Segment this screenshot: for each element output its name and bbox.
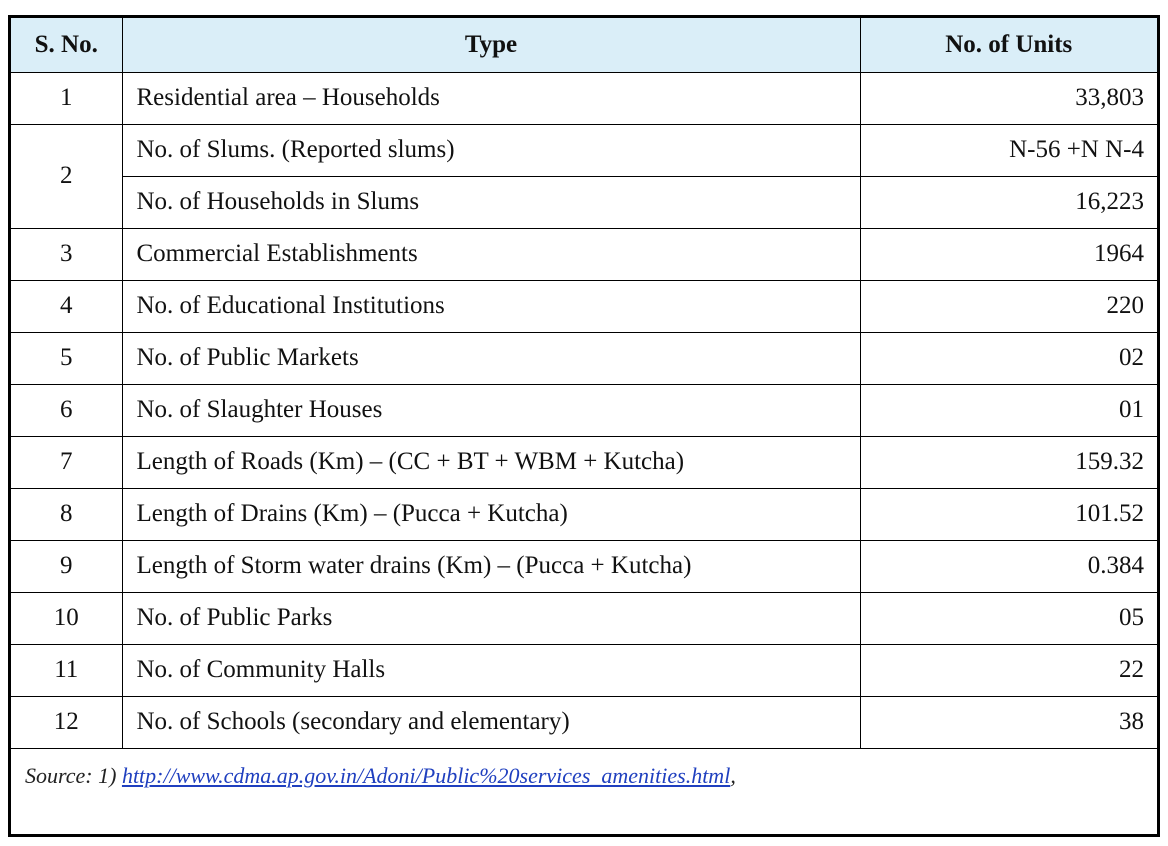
- header-type: Type: [122, 18, 860, 72]
- table-row: [11, 384, 1157, 436]
- header-sno: S. No.: [11, 18, 122, 72]
- source-prefix: Source: 1): [25, 762, 122, 788]
- row-sno: 6: [11, 384, 122, 436]
- amenities-table-frame: [8, 15, 1160, 837]
- row-sno: 5: [11, 332, 122, 384]
- row-units: 22: [860, 644, 1157, 696]
- table-row: [11, 124, 1157, 176]
- header-row: [11, 18, 1157, 72]
- row-sno: 10: [11, 592, 122, 644]
- source-link[interactable]: http://www.cdma.ap.gov.in/Adoni/Public%20services_amenities.html: [121, 762, 731, 788]
- row-type: No. of Slums. (Reported slums): [122, 124, 860, 176]
- row-units: 33,803: [860, 72, 1157, 124]
- row-type: No. of Public Parks: [122, 592, 860, 644]
- table-row: [11, 540, 1157, 592]
- table-row: [11, 644, 1157, 696]
- table-row: [11, 72, 1157, 124]
- source-note: [11, 748, 1157, 838]
- row-units: 01: [860, 384, 1157, 436]
- row-units: 38: [860, 696, 1157, 748]
- row-sno: 7: [11, 436, 122, 488]
- row-units: 16,223: [860, 176, 1157, 228]
- row-type: Length of Storm water drains (Km) – (Pucca + Kutcha): [122, 540, 860, 592]
- row-units: 05: [860, 592, 1157, 644]
- table-row: [11, 332, 1157, 384]
- source-row: [11, 748, 1157, 838]
- row-units: 159.32: [860, 436, 1157, 488]
- row-type: Length of Roads (Km) – (CC + BT + WBM + Kutcha): [122, 436, 860, 488]
- row-sno: 3: [11, 228, 122, 280]
- row-units: N-56 +N N-4: [860, 124, 1157, 176]
- row-type: Residential area – Households: [122, 72, 860, 124]
- row-sno: 9: [11, 540, 122, 592]
- table-row: [11, 592, 1157, 644]
- row-sno: 4: [11, 280, 122, 332]
- row-type: No. of Households in Slums: [122, 176, 860, 228]
- row-units: 220: [860, 280, 1157, 332]
- row-type: No. of Slaughter Houses: [122, 384, 860, 436]
- row-type: No. of Public Markets: [122, 332, 860, 384]
- row-units: 101.52: [860, 488, 1157, 540]
- row-units: 1964: [860, 228, 1157, 280]
- table-row: [11, 280, 1157, 332]
- row-type: No. of Educational Institutions: [122, 280, 860, 332]
- table-row: [11, 176, 1157, 228]
- row-type: Commercial Establishments: [122, 228, 860, 280]
- row-sno: 12: [11, 696, 122, 748]
- table-row: [11, 436, 1157, 488]
- header-units: No. of Units: [860, 18, 1157, 72]
- source-suffix: ,: [730, 762, 736, 788]
- row-sno: 2: [11, 124, 122, 228]
- row-sno: 11: [11, 644, 122, 696]
- table-row: [11, 696, 1157, 748]
- row-type: No. of Community Halls: [122, 644, 860, 696]
- row-type: Length of Drains (Km) – (Pucca + Kutcha): [122, 488, 860, 540]
- table-row: [11, 228, 1157, 280]
- amenities-table: [11, 18, 1157, 838]
- table-row: [11, 488, 1157, 540]
- row-sno: 8: [11, 488, 122, 540]
- row-units: 0.384: [860, 540, 1157, 592]
- row-units: 02: [860, 332, 1157, 384]
- row-sno: 1: [11, 72, 122, 124]
- row-type: No. of Schools (secondary and elementary): [122, 696, 860, 748]
